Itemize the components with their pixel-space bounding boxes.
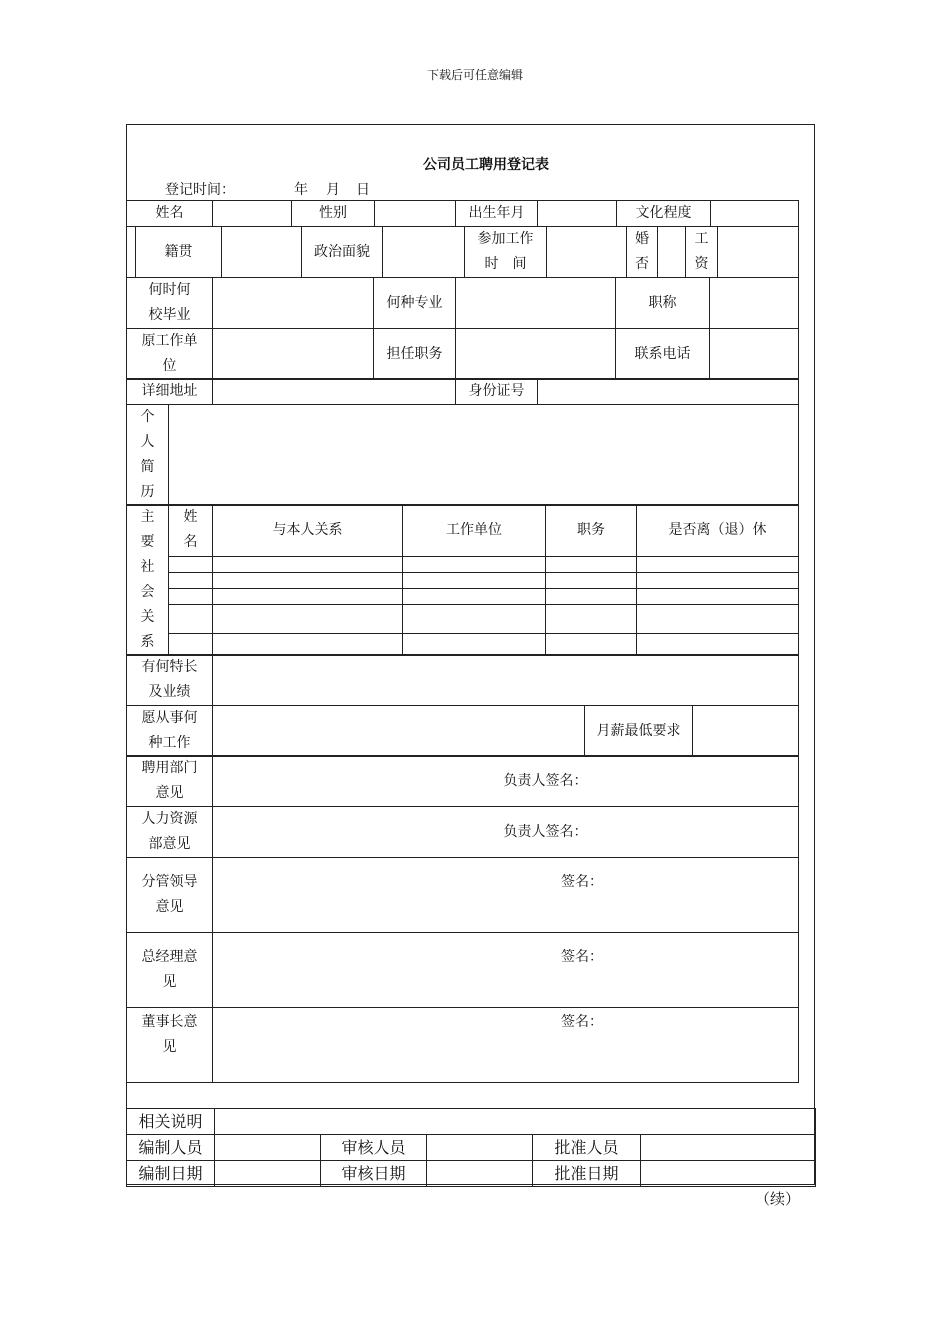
label-origin: 籍贯 — [136, 227, 222, 278]
social-relations-table — [126, 504, 799, 656]
col-company: 工作单位 — [403, 505, 546, 557]
hr-sign-label: 负责人签名： — [503, 823, 588, 840]
label-approve-date: 批准日期 — [533, 1161, 641, 1187]
major-field[interactable] — [456, 278, 616, 329]
label-desired-job: 愿从事何 种工作 — [127, 706, 213, 757]
chair-opinion-field[interactable] — [213, 1008, 799, 1083]
position-field[interactable] — [456, 329, 616, 380]
label-review-date: 审核日期 — [321, 1161, 427, 1187]
gm-opinion-field[interactable] — [213, 933, 799, 1008]
label-address: 详细地址 — [127, 379, 213, 405]
gender-field[interactable] — [375, 201, 456, 227]
title-field[interactable] — [710, 278, 799, 329]
marital-field[interactable] — [658, 227, 686, 278]
col-duty: 职务 — [546, 505, 637, 557]
table-row — [127, 589, 799, 605]
label-reviewer: 审核人员 — [321, 1135, 427, 1161]
label-gm-opinion: 总经理意 见 — [127, 933, 213, 1008]
label-dept-opinion: 聘用部门 意见 — [127, 756, 213, 807]
col-relation: 与本人关系 — [213, 505, 403, 557]
label-birth: 出生年月 — [456, 201, 538, 227]
label-school: 何时何 校毕业 — [127, 278, 213, 329]
gm-sign-label: 签名： — [561, 949, 603, 965]
desired-job-field[interactable] — [213, 706, 585, 757]
rows-education-work — [126, 277, 799, 380]
label-work-start: 参加工作 时 间 — [465, 227, 547, 278]
label-skills: 有何特长 及业绩 — [127, 655, 213, 706]
row-resume — [126, 404, 799, 506]
label-hr-opinion: 人力资源 部意见 — [127, 807, 213, 858]
label-lead-opinion: 分管领导 意见 — [127, 858, 213, 933]
label-major: 何种专业 — [374, 278, 456, 329]
min-salary-field[interactable] — [693, 706, 799, 757]
lead-sign-label: 签名： — [561, 874, 603, 890]
row-basic-info — [126, 200, 799, 227]
col-name: 姓 名 — [169, 505, 213, 557]
label-approver: 批准人员 — [533, 1135, 641, 1161]
edit-date-field[interactable] — [215, 1161, 321, 1187]
label-chair-opinion: 董事长意 见 — [127, 1008, 213, 1083]
row-address — [126, 378, 799, 405]
table-row — [127, 556, 799, 572]
school-field[interactable] — [213, 278, 374, 329]
date-year: 年 — [294, 182, 308, 198]
label-gender: 性别 — [292, 201, 375, 227]
row-skills — [126, 654, 799, 757]
resume-field[interactable] — [169, 405, 799, 506]
header-note: 下载后可任意编辑 — [426, 68, 523, 82]
hr-opinion-field[interactable] — [213, 807, 799, 858]
origin-field[interactable] — [222, 227, 302, 278]
approval-table — [126, 755, 799, 1083]
dept-sign-label: 负责人签名： — [503, 772, 588, 789]
label-marital: 婚 否 — [627, 227, 658, 278]
date-label: 登记时间： — [165, 182, 235, 198]
label-min-salary: 月薪最低要求 — [585, 706, 693, 757]
approve-date-field[interactable] — [641, 1161, 816, 1187]
row-origin — [135, 226, 799, 278]
table-row — [127, 605, 799, 633]
table-row — [127, 572, 799, 588]
work-start-field[interactable] — [547, 227, 627, 278]
label-edit-date: 编制日期 — [127, 1161, 215, 1187]
footer-table — [126, 1108, 816, 1187]
salary-field[interactable] — [718, 227, 799, 278]
date-day: 日 — [356, 182, 370, 198]
lead-opinion-field[interactable] — [213, 858, 799, 933]
label-name: 姓名 — [127, 201, 213, 227]
label-political: 政治面貌 — [302, 227, 383, 278]
notes-field[interactable] — [215, 1109, 816, 1135]
phone-field[interactable] — [710, 329, 799, 380]
label-position: 担任职务 — [374, 329, 456, 380]
education-field[interactable] — [711, 201, 799, 227]
label-title: 职称 — [616, 278, 710, 329]
reviewer-field[interactable] — [427, 1135, 533, 1161]
political-field[interactable] — [383, 227, 465, 278]
col-retired: 是否离（退）休 — [637, 505, 799, 557]
date-month: 月 — [326, 182, 340, 198]
review-date-field[interactable] — [427, 1161, 533, 1187]
table-row — [127, 633, 799, 655]
birth-field[interactable] — [538, 201, 617, 227]
chair-sign-label: 签名： — [561, 1014, 603, 1030]
continued-note: （续） — [754, 1190, 800, 1208]
label-notes: 相关说明 — [127, 1109, 215, 1135]
skills-field[interactable] — [213, 655, 799, 706]
label-phone: 联系电话 — [616, 329, 710, 380]
label-education: 文化程度 — [617, 201, 711, 227]
address-field[interactable] — [213, 379, 456, 405]
editor-field[interactable] — [215, 1135, 321, 1161]
label-resume: 个 人 简 历 — [127, 405, 169, 506]
label-salary: 工 资 — [686, 227, 718, 278]
label-former-company: 原工作单 位 — [127, 329, 213, 380]
approver-field[interactable] — [641, 1135, 816, 1161]
form-title: 公司员工聘用登记表 — [423, 157, 549, 173]
name-field[interactable] — [213, 201, 292, 227]
label-id: 身份证号 — [456, 379, 538, 405]
id-field[interactable] — [538, 379, 799, 405]
label-editor: 编制人员 — [127, 1135, 215, 1161]
label-social: 主 要 社 会 关 系 — [127, 505, 169, 656]
dept-opinion-field[interactable] — [213, 756, 799, 807]
former-company-field[interactable] — [213, 329, 374, 380]
